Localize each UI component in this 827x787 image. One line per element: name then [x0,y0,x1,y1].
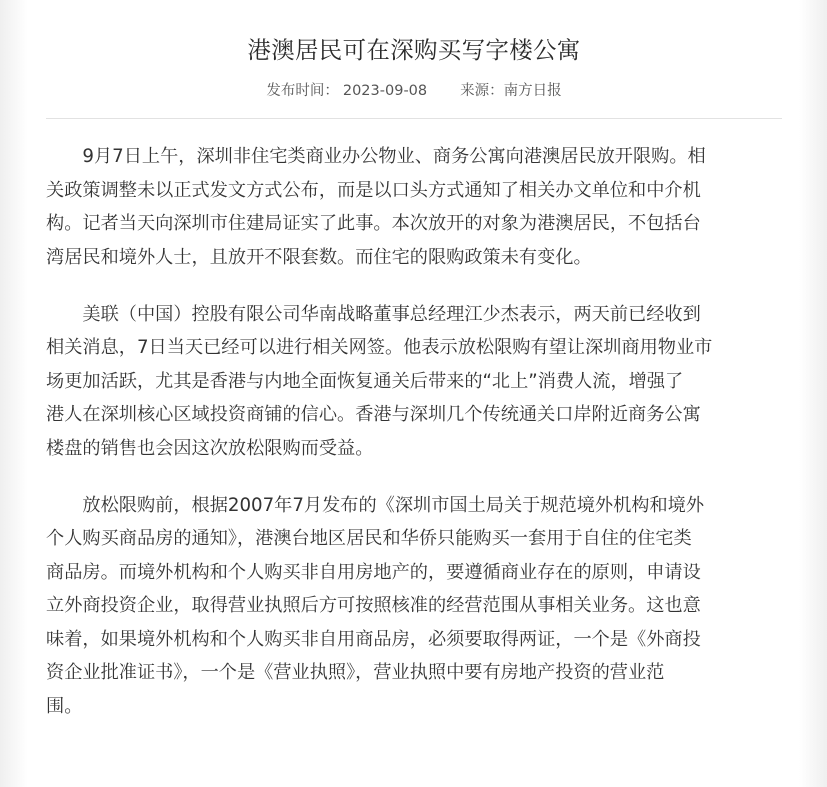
publish-date-label: 发布时间： [266,83,339,99]
paragraph-line: 围。 [46,695,83,717]
paragraph-line: 立外商投资企业，取得营业执照后方可按照核准的经营范围从事相关业务。这也意 [46,595,701,616]
source-label: 来源： [460,83,504,99]
paragraph-2 [46,298,782,466]
paragraph-line: 构。记者当天向深圳市住建局证实了此事。本次放开的对象为港澳居民，不包括台 [46,213,701,234]
paragraph-1 [46,140,782,274]
publish-date: 2023-09-08 [342,83,428,99]
paragraph-line: 湾居民和境外人士，且放开不限套数。而住宅的限购政策未有变化。 [46,246,592,268]
paragraph-line: 放松限购前，根据2007年7月发布的《深圳市国土局关于规范境外机构和境外 [82,494,705,516]
paragraph-line: 味着，如果境外机构和个人购买非自用商品房，必须要取得两证，一个是《外商投 [46,628,701,650]
source-name: 南方日报 [503,83,562,99]
article-body [46,140,782,723]
title-divider [46,118,782,119]
paragraph-3 [46,489,782,724]
paragraph-line: 美联（中国）控股有限公司华南战略董事总经理江少杰表示，两天前已经收到 [82,303,701,325]
left-edge-shade [0,0,28,787]
paragraph-line: 资企业批准证书》，一个是《营业执照》，营业执照中要有房地产投资的营业范 [46,662,665,683]
paragraph-line: 场更加活跃，尤其是香港与内地全面恢复通关后带来的“北上”消费人流，增强了 [46,370,684,392]
article-meta [46,80,782,102]
paragraph-line: 楼盘的销售也会因这次放松限购而受益。 [46,437,374,459]
paragraph-line: 相关消息，7日当天已经可以进行相关网签。他表示放松限购有望让深圳商用物业市 [46,337,713,358]
paragraph-line: 商品房。而境外机构和个人购买非自用房地产的，要遵循商业存在的原则，申请设 [46,561,701,583]
paragraph-line: 9月7日上午，深圳非住宅类商业办公物业、商务公寓向港澳居民放开限购。相 [82,146,706,167]
article [46,0,782,747]
paragraph-line: 关政策调整未以正式发文方式公布，而是以口头方式通知了相关办文单位和中介机 [46,179,701,201]
article-title: 港澳居民可在深购买写字楼公寓 [247,36,581,64]
paragraph-line: 港人在深圳核心区域投资商铺的信心。香港与深圳几个传统通关口岸附近商务公寓 [46,404,701,425]
paragraph-line: 个人购买商品房的通知》，港澳台地区居民和华侨只能购买一套用于自住的住宅类 [46,528,692,549]
right-edge-shade [799,0,827,787]
